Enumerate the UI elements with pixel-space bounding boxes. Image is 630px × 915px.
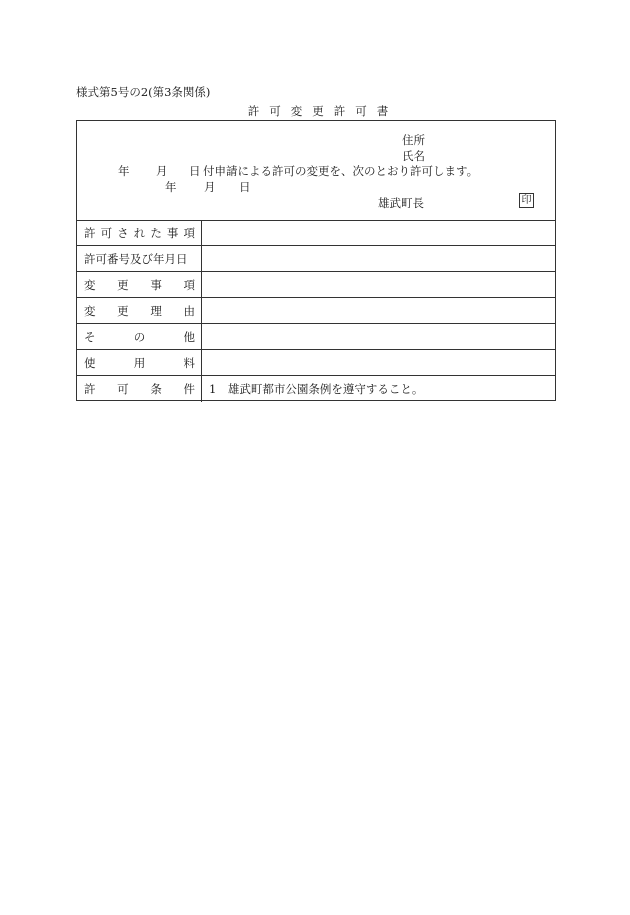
permit-number-date-row bbox=[77, 246, 555, 272]
column-divider bbox=[201, 246, 202, 271]
column-divider bbox=[201, 220, 202, 245]
row-label-char: の bbox=[133, 329, 146, 344]
row-label-char: 使 bbox=[84, 355, 96, 370]
column-divider bbox=[201, 324, 202, 349]
row-label-char: 変 bbox=[84, 277, 96, 292]
row-label-char: 事 bbox=[150, 277, 162, 292]
row-label-char: 条 bbox=[150, 382, 162, 396]
other-row bbox=[77, 324, 555, 350]
change-reason-row bbox=[77, 298, 555, 324]
row-label bbox=[84, 220, 195, 245]
row-label-char: 変 bbox=[84, 303, 96, 318]
permit-conditions-row bbox=[77, 376, 555, 402]
row-label bbox=[84, 350, 195, 375]
row-label-char: 事 bbox=[166, 225, 179, 240]
row-label-char: 由 bbox=[183, 303, 195, 318]
issue-month-label: 月 bbox=[204, 180, 216, 194]
application-month-label: 月 bbox=[156, 164, 168, 178]
address-label: 住所 bbox=[402, 133, 425, 147]
row-label-char: さ bbox=[117, 225, 129, 240]
row-label-char: 可 bbox=[100, 225, 113, 240]
row-label bbox=[84, 324, 195, 349]
row-label-char: 更 bbox=[117, 277, 129, 292]
application-day-label: 日 bbox=[189, 164, 201, 178]
row-value: 1 雄武町都市公園条例を遵守すること。 bbox=[209, 382, 424, 396]
row-label-char: 許可番号及び年月日 bbox=[84, 251, 188, 266]
form-rows bbox=[77, 220, 555, 402]
permit-statement: 付申請による許可の変更を、次のとおり許可します。 bbox=[203, 164, 479, 178]
column-divider bbox=[201, 350, 202, 375]
row-label-char: 項 bbox=[183, 225, 195, 240]
column-divider bbox=[201, 376, 202, 402]
issue-day-label: 日 bbox=[239, 180, 251, 194]
row-label-char: 件 bbox=[183, 382, 195, 396]
row-label-char: そ bbox=[84, 329, 96, 344]
document-title: 許可変更許可書 bbox=[247, 104, 399, 118]
row-label-char: 許 bbox=[84, 225, 96, 240]
row-label bbox=[84, 298, 195, 323]
row-label-char: 理 bbox=[150, 303, 162, 318]
permit-form-table bbox=[76, 120, 556, 401]
row-label bbox=[84, 376, 195, 402]
row-label-char: 可 bbox=[117, 382, 129, 396]
row-label bbox=[84, 272, 195, 297]
row-label bbox=[84, 246, 195, 271]
column-divider bbox=[201, 272, 202, 297]
usage-fee-row bbox=[77, 350, 555, 376]
issuer-name: 雄武町長 bbox=[378, 196, 424, 210]
seal-mark: 印 bbox=[519, 193, 534, 208]
row-label-char: 料 bbox=[183, 355, 195, 370]
row-label-char: た bbox=[150, 225, 162, 240]
issue-year-label: 年 bbox=[165, 180, 177, 194]
row-label-char: 用 bbox=[133, 355, 146, 370]
form-header-section bbox=[77, 121, 555, 221]
name-label: 氏名 bbox=[402, 149, 425, 163]
column-divider bbox=[201, 298, 202, 323]
row-label-char: 許 bbox=[84, 382, 96, 396]
permitted-items-row bbox=[77, 220, 555, 246]
change-items-row bbox=[77, 272, 555, 298]
row-label-char: 更 bbox=[117, 303, 129, 318]
row-label-char: 他 bbox=[183, 329, 195, 344]
application-year-label: 年 bbox=[118, 164, 130, 178]
row-label-char: 項 bbox=[183, 277, 195, 292]
form-number: 様式第5号の2(第3条関係) bbox=[76, 85, 211, 99]
row-label-char: れ bbox=[133, 225, 146, 240]
